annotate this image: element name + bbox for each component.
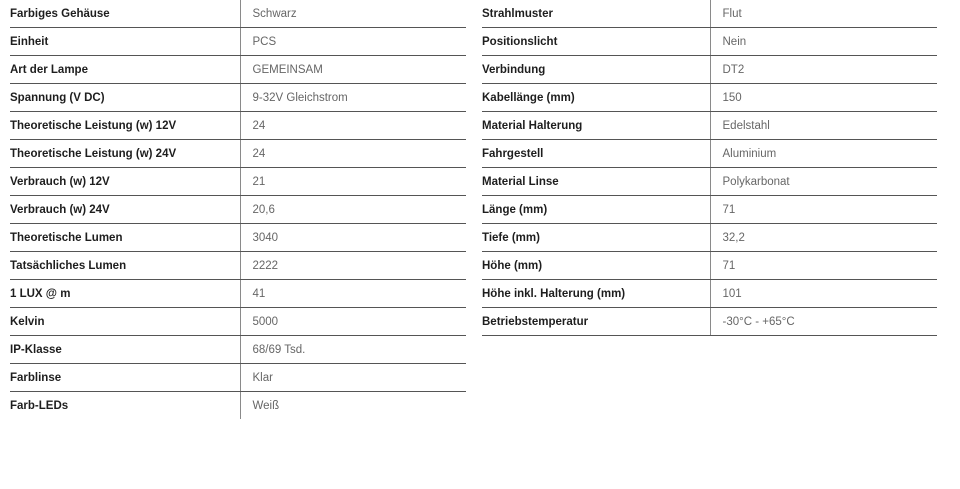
spec-value: 21 (240, 168, 466, 196)
spec-label: Verbindung (482, 56, 710, 84)
table-row (10, 224, 466, 252)
table-row (482, 84, 937, 112)
spec-label: Fahrgestell (482, 140, 710, 168)
spec-label: Tatsächliches Lumen (10, 252, 240, 280)
spec-label: Art der Lampe (10, 56, 240, 84)
spec-value: 150 (710, 84, 937, 112)
spec-value: 3040 (240, 224, 466, 252)
table-row (10, 336, 466, 364)
spec-value: 2222 (240, 252, 466, 280)
spec-label: Verbrauch (w) 12V (10, 168, 240, 196)
spec-table-left (10, 0, 466, 419)
table-row (10, 392, 466, 420)
spec-label: Betriebstemperatur (482, 308, 710, 336)
spec-value: 24 (240, 140, 466, 168)
spec-label: Strahlmuster (482, 0, 710, 28)
spec-label: Einheit (10, 28, 240, 56)
spec-label: Farblinse (10, 364, 240, 392)
table-row (482, 280, 937, 308)
spec-label: Farbiges Gehäuse (10, 0, 240, 28)
spec-value: Weiß (252, 399, 280, 412)
spec-value: 71 (710, 196, 937, 224)
spec-value: 5000 (240, 308, 466, 336)
spec-value: 71 (710, 252, 937, 280)
table-row (482, 252, 937, 280)
spec-label: Kabellänge (mm) (482, 84, 710, 112)
spec-label: Höhe inkl. Halterung (mm) (482, 280, 710, 308)
spec-value: Aluminium (710, 140, 937, 168)
table-row (482, 196, 937, 224)
spec-value: -30°C - +65°C (710, 308, 937, 336)
table-row (10, 0, 466, 28)
spec-label: 1 LUX @ m (10, 280, 240, 308)
spec-value: Flut (710, 0, 937, 28)
table-row (10, 280, 466, 308)
table-row (482, 168, 937, 196)
table-row (482, 112, 937, 140)
table-row (482, 308, 937, 336)
spec-label: Verbrauch (w) 24V (10, 196, 240, 224)
table-row (10, 168, 466, 196)
spec-value: Polykarbonat (710, 168, 937, 196)
table-row (482, 28, 937, 56)
table-row (10, 84, 466, 112)
spec-value: Nein (710, 28, 937, 56)
table-row (10, 140, 466, 168)
spec-value: Klar (240, 364, 466, 392)
spec-label: Farb-LEDs (10, 392, 240, 420)
table-row (482, 140, 937, 168)
table-row (10, 364, 466, 392)
spec-value: 20,6 (240, 196, 466, 224)
spec-label: Spannung (V DC) (10, 84, 240, 112)
table-row (482, 224, 937, 252)
spec-value: 24 (240, 112, 466, 140)
spec-value: 101 (710, 280, 937, 308)
spec-label: Theoretische Lumen (10, 224, 240, 252)
spec-value: GEMEINSAM (240, 56, 466, 84)
spec-value: Edelstahl (710, 112, 937, 140)
table-row (482, 0, 937, 28)
table-row (10, 56, 466, 84)
table-row (10, 28, 466, 56)
spec-value: Schwarz (240, 0, 466, 28)
spec-label: Tiefe (mm) (482, 224, 710, 252)
spec-value: 9-32V Gleichstrom (240, 84, 466, 112)
spec-value: 68/69 Tsd. (240, 336, 466, 364)
spec-label: Kelvin (10, 308, 240, 336)
table-row (10, 112, 466, 140)
spec-value: DT2 (710, 56, 937, 84)
spec-label: Material Halterung (482, 112, 710, 140)
spec-label: Theoretische Leistung (w) 12V (10, 112, 240, 140)
table-row (10, 252, 466, 280)
spec-label: Theoretische Leistung (w) 24V (10, 140, 240, 168)
table-row (482, 56, 937, 84)
table-row (10, 196, 466, 224)
spec-label: IP-Klasse (10, 336, 240, 364)
table-row (10, 308, 466, 336)
spec-value: PCS (240, 28, 466, 56)
spec-label: Material Linse (482, 168, 710, 196)
spec-table-right (482, 0, 937, 336)
spec-label: Positionslicht (482, 28, 710, 56)
spec-label: Länge (mm) (482, 196, 710, 224)
spec-label: Höhe (mm) (482, 252, 710, 280)
spec-value: 32,2 (710, 224, 937, 252)
spec-value: 41 (240, 280, 466, 308)
